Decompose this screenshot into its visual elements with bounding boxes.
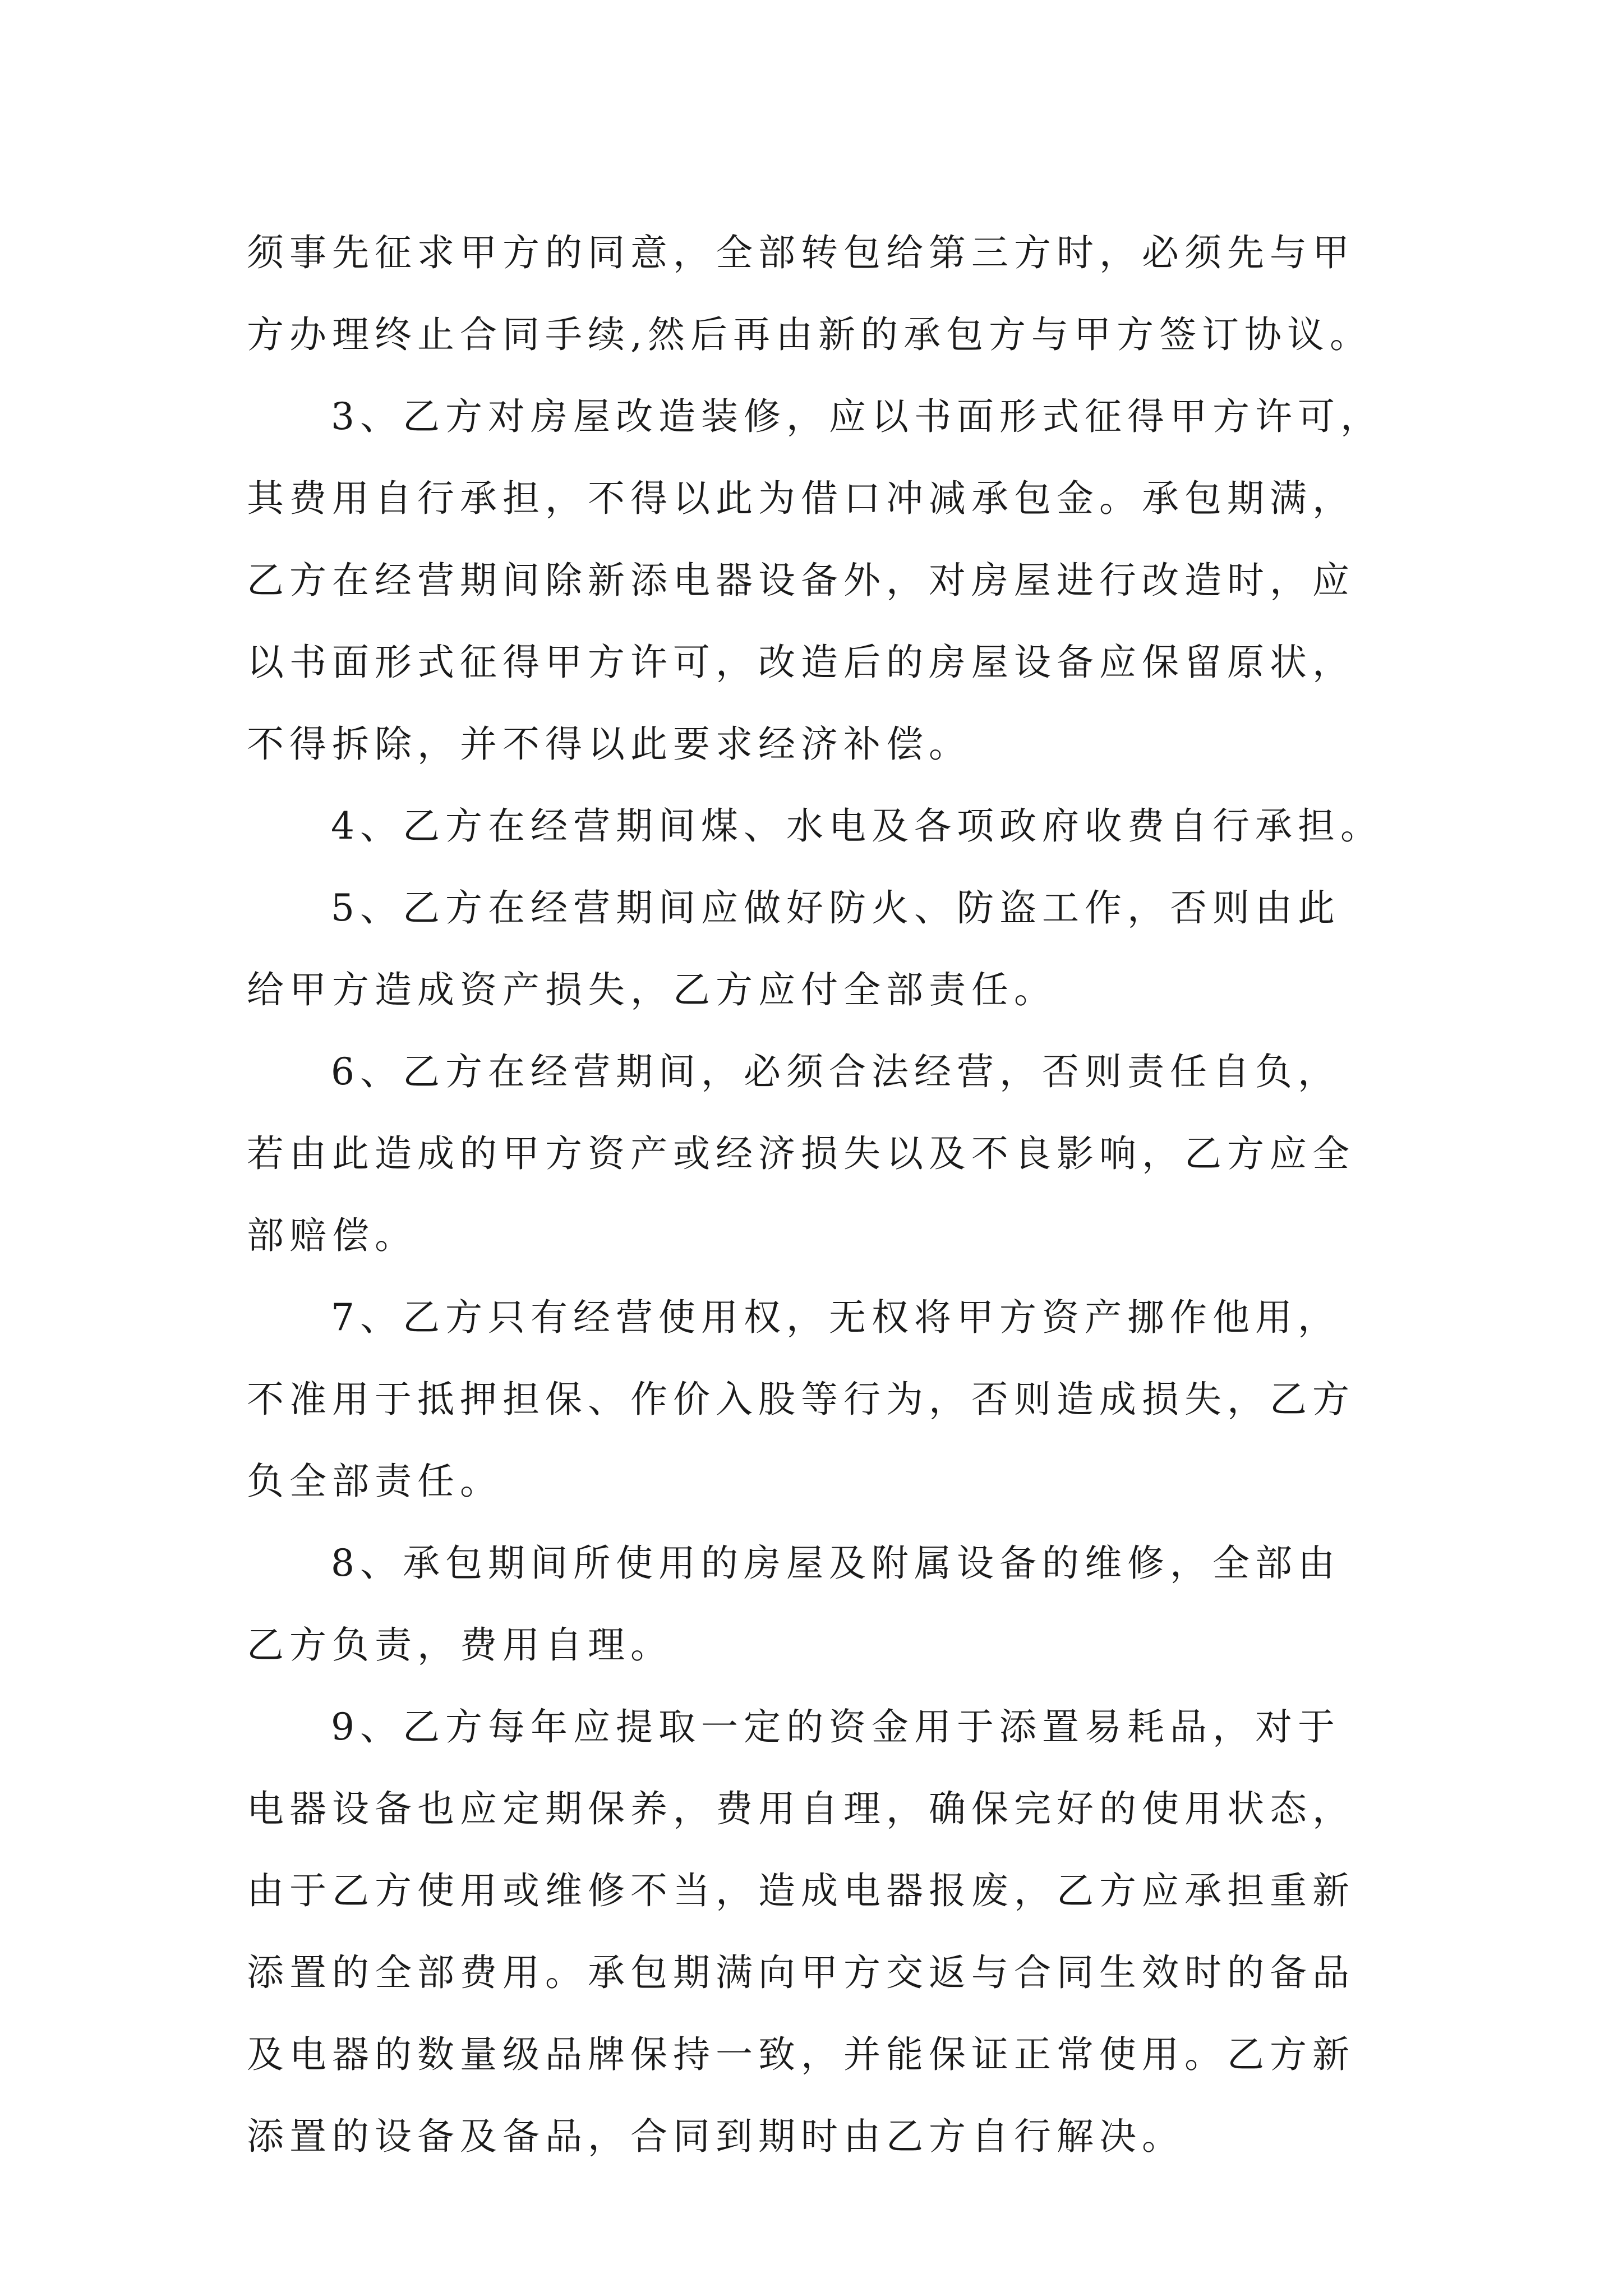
text-line: 不得拆除，并不得以此要求经济补偿。 <box>247 723 971 766</box>
clause-3-line: 3、乙方对房屋改造装修，应以书面形式征得甲方许可， <box>331 395 1383 438</box>
text-line: 添置的全部费用。承包期满向甲方交返与合同生效时的备品 <box>247 1951 1355 1994</box>
text-line: 电器设备也应定期保养，费用自理，确保完好的使用状态， <box>247 1787 1355 1830</box>
text-line: 不准用于抵押担保、作价入股等行为，否则造成损失，乙方 <box>247 1378 1355 1421</box>
clause-4-line: 4、乙方在经营期间煤、水电及各项政府收费自行承担。 <box>331 804 1383 848</box>
text-line: 须事先征求甲方的同意，全部转包给第三方时，必须先与甲 <box>247 231 1355 274</box>
text-line: 由于乙方使用或维修不当，造成电器报废，乙方应承担重新 <box>247 1869 1355 1912</box>
clause-8-line: 8、承包期间所使用的房屋及附属设备的维修，全部由 <box>331 1542 1340 1585</box>
text-line: 其费用自行承担，不得以此为借口冲减承包金。承包期满， <box>247 477 1355 520</box>
contract-body-text <box>247 212 1424 2178</box>
text-line: 负全部责任。 <box>247 1460 502 1503</box>
text-line: 方办理终止合同手续,然后再由新的承包方与甲方签订协议。 <box>247 313 1372 356</box>
text-line: 乙方负责，费用自理。 <box>247 1623 673 1667</box>
clause-9-line: 9、乙方每年应提取一定的资金用于添置易耗品，对于 <box>331 1705 1340 1749</box>
clause-6-line: 6、乙方在经营期间，必须合法经营，否则责任自负， <box>331 1050 1340 1093</box>
text-line: 乙方在经营期间除新添电器设备外，对房屋进行改造时，应 <box>247 559 1355 602</box>
clause-7-line: 7、乙方只有经营使用权，无权将甲方资产挪作他用， <box>331 1296 1340 1339</box>
text-line: 若由此造成的甲方资产或经济损失以及不良影响，乙方应全 <box>247 1132 1355 1175</box>
clause-5-line: 5、乙方在经营期间应做好防火、防盗工作，否则由此 <box>331 886 1340 930</box>
text-line: 部赔偿。 <box>247 1214 417 1257</box>
text-line: 以书面形式征得甲方许可，改造后的房屋设备应保留原状， <box>247 641 1355 684</box>
text-line: 给甲方造成资产损失，乙方应付全部责任。 <box>247 968 1057 1011</box>
text-line: 及电器的数量级品牌保持一致，并能保证正常使用。乙方新 <box>247 2033 1355 2076</box>
text-line: 添置的设备及备品，合同到期时由乙方自行解决。 <box>247 2115 1184 2158</box>
